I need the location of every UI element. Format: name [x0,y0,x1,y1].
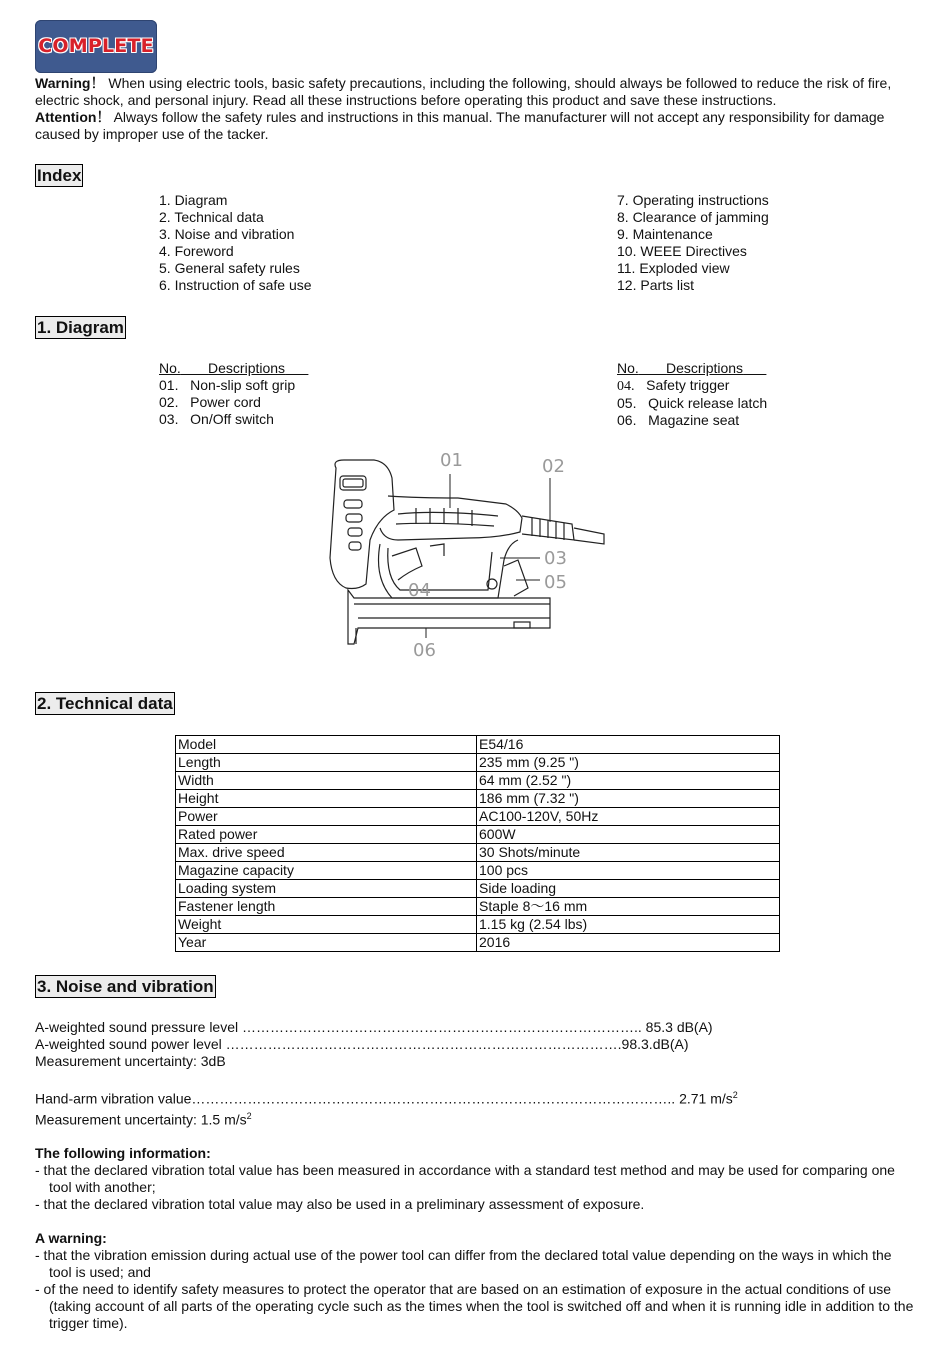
part-desc: On/Off switch [190,411,274,427]
part-row [159,377,308,394]
spec-value: 64 mm (2.52 ") [477,772,780,790]
part-desc: Power cord [190,394,261,410]
spec-label: Rated power [176,826,477,844]
vibration-sup: 2 [732,1090,738,1100]
parts-header [617,360,767,377]
table-row [176,880,780,898]
spec-value: 30 Shots/minute [477,844,780,862]
spec-value: 1.15 kg (2.54 lbs) [477,916,780,934]
callout-03: 03 [544,548,567,569]
index-item: 6. Instruction of safe use [159,277,312,293]
callout-labels [408,450,567,661]
attention-paragraph [35,109,917,143]
table-row [176,934,780,952]
spec-value: AC100-120V, 50Hz [477,808,780,826]
parts-header [159,360,308,377]
table-row [176,916,780,934]
part-row [617,395,767,412]
part-no: 05. [617,395,637,411]
spec-label: Loading system [176,880,477,898]
attention-text: Always follow the safety rules and instructions in this manual. The manufacturer will not accept any responsibility for damage caused by improper use of the tacker. [35,109,885,142]
spec-value: E54/16 [477,736,780,754]
spec-label: Year [176,934,477,952]
part-desc: Safety trigger [646,377,730,393]
warning-item: - that the vibration emission during actual use of the power tool can differ from the declared total value depending on the ways in which the tool is used; and [35,1247,892,1281]
index-item: 9. Maintenance [617,226,713,242]
spec-value: 235 mm (9.25 ") [477,754,780,772]
spec-label: Length [176,754,477,772]
vibration-uncertainty-line [35,1108,917,1129]
spec-label: Height [176,790,477,808]
table-row [176,772,780,790]
callout-05: 05 [544,572,567,593]
parts-list-right [617,360,767,429]
index-item: 8. Clearance of jamming [617,209,769,225]
noise-heading: 3. Noise and vibration [37,977,214,996]
diagram-heading-wrap [35,316,126,339]
technical-table [175,735,780,952]
index-item: 10. WEEE Directives [617,243,747,259]
vibration-uncertainty: Measurement uncertainty: 1.5 m/s [35,1111,247,1128]
index-item: 2. Technical data [159,209,264,225]
info-title: The following information: [35,1145,211,1162]
sound-uncertainty: Measurement uncertainty: 3dB [35,1053,226,1069]
logo-text: COMPLETE [38,35,154,57]
table-row [176,790,780,808]
vibration-uncertainty-sup: 2 [246,1110,252,1121]
index-item: 1. Diagram [159,192,228,208]
spec-value: 186 mm (7.32 ") [477,790,780,808]
col-desc: Descriptions [666,360,744,376]
index-list-right [617,192,769,294]
part-desc: Non-slip soft grip [190,377,296,393]
callout-06: 06 [413,640,436,661]
vibration-text: Hand-arm vibration value………………………………………………………………………………………….. 2.71 m/s [35,1090,733,1107]
spec-value: Side loading [477,880,780,898]
spec-label: Max. drive speed [176,844,477,862]
table-row [176,844,780,862]
sound-pressure-line: A-weighted sound pressure level ………………………………………………………………………….. 85.3 dB(A) [35,1019,713,1035]
part-no: 03. [159,411,179,427]
info-item: - that the declared vibration total value may also be used in a preliminary assessment of exposure. [35,1196,645,1213]
col-no: No. [617,360,639,376]
technical-heading: 2. Technical data [37,694,173,713]
callout-leaders [426,474,550,638]
index-item: 5. General safety rules [159,260,300,276]
info-item: - that the declared vibration total value has been measured in accordance with a standard test method and may be used for comparing one tool with another; [35,1162,895,1196]
spec-label: Fastener length [176,898,477,916]
spec-value: Staple 8～16 mm [477,898,780,916]
col-no: No. [159,360,181,376]
col-desc: Descriptions [208,360,286,376]
index-item: 12. Parts list [617,277,695,293]
vibration-line [35,1087,917,1108]
warning-paragraph [35,75,917,109]
spec-label: Model [176,736,477,754]
index-item: 11. Exploded view [617,260,730,276]
callout-01: 01 [440,450,463,471]
spec-label: Power [176,808,477,826]
part-row [159,394,308,411]
index-item: 7. Operating instructions [617,192,769,208]
part-row [617,412,767,429]
brand-logo [35,20,157,73]
part-desc: Quick release latch [648,395,768,411]
part-row [159,411,308,428]
part-no: 02. [159,394,179,410]
attention-label: Attention！ [35,109,111,125]
part-no: 06. [617,412,637,428]
sound-power-line: A-weighted sound power level ………………………………………………………………………….98.3.dB(A) [35,1036,689,1052]
part-desc: Magazine seat [648,412,740,428]
table-row [176,826,780,844]
spec-label: Width [176,772,477,790]
index-list-left [159,192,312,294]
spec-value: 2016 [477,934,780,952]
noise-block [35,1019,917,1332]
part-row [617,377,767,395]
callout-04: 04 [408,580,431,601]
table-row [176,754,780,772]
intro-block [35,75,917,143]
warning-title: A warning: [35,1230,107,1247]
index-heading-wrap [35,164,83,187]
part-no: 01. [159,377,179,393]
index-item: 4. Foreword [159,243,234,259]
diagram-heading: 1. Diagram [37,318,124,337]
parts-list-left [159,360,308,428]
technical-heading-wrap [35,692,175,715]
noise-heading-wrap [35,975,216,998]
stapler-diagram [318,448,618,663]
table-row [176,862,780,880]
part-no: 04. [617,379,635,394]
callout-02: 02 [542,456,565,477]
spec-label: Weight [176,916,477,934]
warning-label: Warning！ [35,75,105,91]
index-item: 3. Noise and vibration [159,226,295,242]
spec-label: Magazine capacity [176,862,477,880]
table-row [176,808,780,826]
warning-item: - of the need to identify safety measures to protect the operator that are based on an estimation of exposure in the actual conditions of use (taking account of all parts of the operating cycle such as the times when the tool is switched off and when it is running idle in addition to the trigger time). [35,1281,914,1332]
index-heading: Index [37,166,82,185]
warning-text: When using electric tools, basic safety precautions, including the following, should always be followed to reduce the risk of fire, electric shock, and personal injury. Read all these instructions before operating this product and save these instructions. [35,75,892,108]
table-row [176,898,780,916]
spec-value: 600W [477,826,780,844]
spec-value: 100 pcs [477,862,780,880]
table-row [176,736,780,754]
